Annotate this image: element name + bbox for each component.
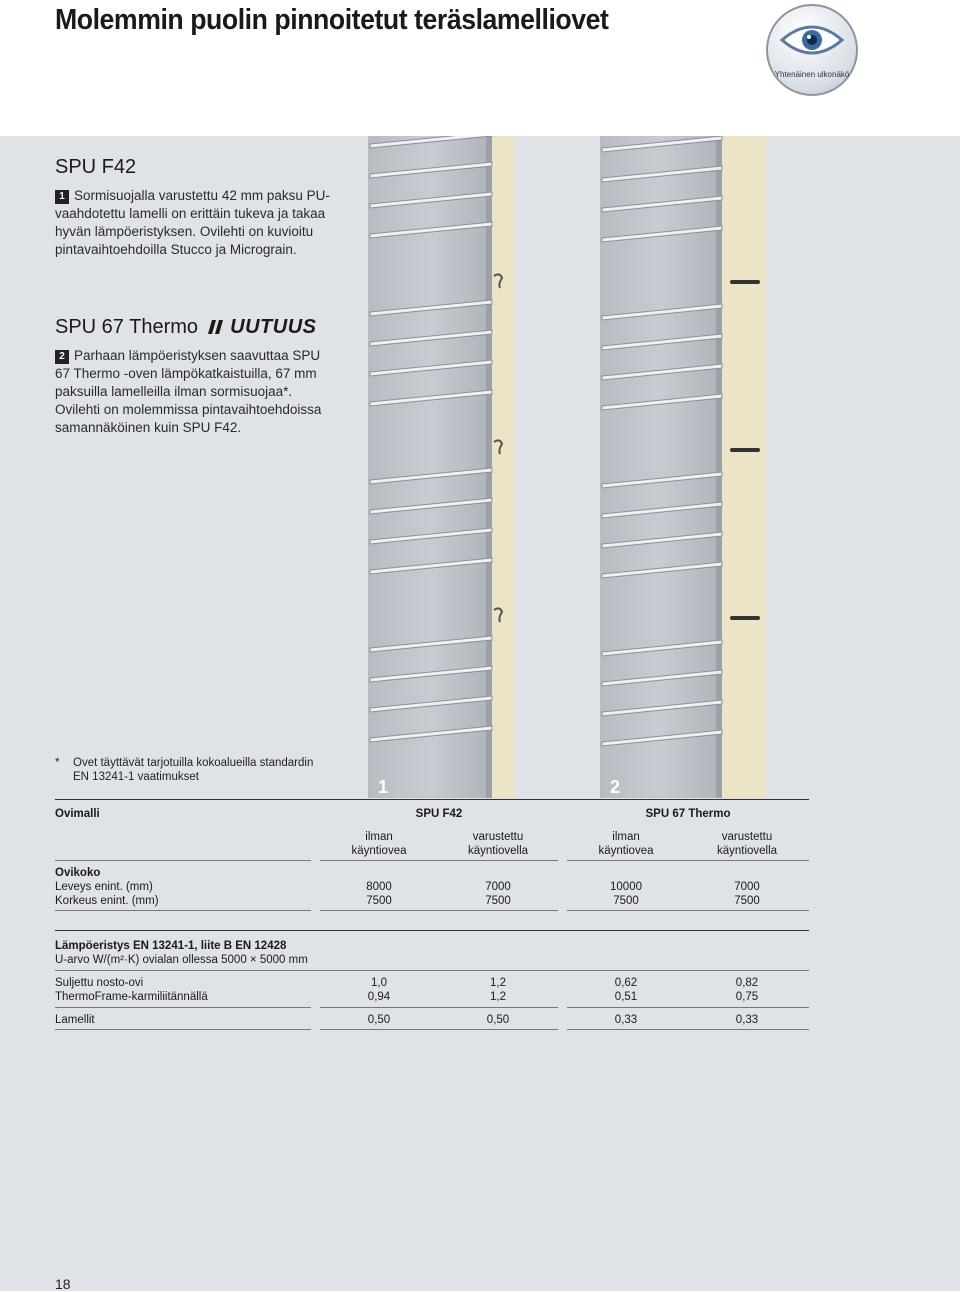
col4-line1: varustettu bbox=[721, 831, 773, 843]
rule bbox=[55, 1007, 311, 1008]
col2-line2: käyntiovella bbox=[467, 845, 529, 857]
insulation-top-rule bbox=[55, 930, 809, 931]
col2-line1: varustettu bbox=[472, 831, 524, 843]
height-value: 7500 bbox=[485, 895, 511, 907]
width-value: 7000 bbox=[734, 881, 760, 893]
image-label-2: 2 bbox=[610, 777, 621, 797]
col1-line2: käyntiovea bbox=[351, 845, 407, 857]
closed-value: 1,0 bbox=[371, 977, 387, 989]
lamellit-value: 0,50 bbox=[486, 1014, 510, 1026]
spu-f42-description bbox=[55, 187, 335, 259]
col4-line2: käyntiovella bbox=[716, 845, 778, 857]
height-value: 7500 bbox=[613, 895, 639, 907]
spu-67-description bbox=[55, 347, 335, 437]
image-label-1: 1 bbox=[378, 777, 389, 797]
thermoframe-value: 0,75 bbox=[735, 991, 759, 1003]
model-label: Ovimalli bbox=[55, 808, 100, 820]
spu-f42-cross-section bbox=[368, 136, 518, 798]
rule bbox=[320, 860, 558, 861]
width-label: Leveys enint. (mm) bbox=[55, 881, 153, 893]
lamellit-value: 0,33 bbox=[614, 1014, 638, 1026]
size-heading: Ovikoko bbox=[55, 867, 101, 879]
rule bbox=[567, 860, 809, 861]
thermoframe-value: 0,51 bbox=[614, 991, 638, 1003]
col3-line2: käyntiovea bbox=[598, 845, 654, 857]
rule bbox=[567, 910, 809, 911]
rule bbox=[567, 1007, 809, 1008]
lamellit-label: Lamellit bbox=[55, 1014, 95, 1026]
rule bbox=[320, 1029, 558, 1030]
footnote-line-2: EN 13241-1 vaatimukset bbox=[73, 771, 199, 783]
spu-67-text: Parhaan lämpöeristyksen saavuttaa SPU 67 Thermo -oven lämpökatkaistuilla, 67 mm paksuilla lamelleilla ilman sormisuojaa*. Ovilehti on molemmissa pintavaihtoehdoissa samannäköinen kuin SPU F42. bbox=[55, 348, 322, 435]
new-label: UUTUUS bbox=[230, 316, 317, 338]
rule bbox=[55, 910, 311, 911]
u-value-label: U-arvo W/(m²·K) ovialan ollessa 5000 × 5000 mm bbox=[55, 954, 308, 966]
width-value: 10000 bbox=[610, 881, 642, 893]
height-value: 7500 bbox=[734, 895, 760, 907]
table-top-rule bbox=[55, 799, 809, 800]
eye-icon bbox=[778, 20, 846, 60]
slash-mark-icon bbox=[208, 319, 224, 335]
thermoframe-value: 0,94 bbox=[367, 991, 391, 1003]
page-number: 18 bbox=[55, 1276, 71, 1292]
width-value: 7000 bbox=[485, 881, 511, 893]
col3-line1: ilman bbox=[612, 831, 640, 843]
spu-67-thermo-cross-section bbox=[600, 136, 768, 798]
closed-value: 0,62 bbox=[614, 977, 638, 989]
spu-67-title: SPU 67 Thermo bbox=[55, 316, 199, 338]
marker-1: 1 bbox=[55, 190, 69, 204]
model-spu-67: SPU 67 Thermo bbox=[645, 808, 731, 820]
rule bbox=[55, 860, 311, 861]
model-spu-f42: SPU F42 bbox=[415, 808, 463, 820]
rule bbox=[55, 970, 809, 971]
spu-67-heading bbox=[55, 316, 317, 339]
insulation-heading: Lämpöeristys EN 13241-1, liite B EN 12428 bbox=[55, 940, 287, 952]
width-value: 8000 bbox=[366, 881, 392, 893]
rule bbox=[567, 1029, 809, 1030]
col1-line1: ilman bbox=[365, 831, 393, 843]
lamellit-value: 0,33 bbox=[735, 1014, 759, 1026]
closed-door-label: Suljettu nosto-ovi bbox=[55, 977, 144, 989]
rule bbox=[320, 1007, 558, 1008]
height-label: Korkeus enint. (mm) bbox=[55, 895, 159, 907]
lamellit-value: 0,50 bbox=[367, 1014, 391, 1026]
marker-2: 2 bbox=[55, 350, 69, 364]
rule bbox=[55, 1029, 311, 1030]
page-title: Molemmin puolin pinnoitetut teräslamelliovet bbox=[55, 4, 609, 36]
spu-f42-text: Sormisuojalla varustettu 42 mm paksu PU-vaahdotettu lamelli on erittäin tukeva ja takaa hyvän lämpöeristyksen. Ovilehti on kuvioitu pintavaihtoehdoilla Stucco ja Micrograin. bbox=[55, 188, 330, 257]
footnote bbox=[55, 756, 313, 784]
footnote-star: * bbox=[55, 757, 60, 769]
spu-f42-heading: SPU F42 bbox=[55, 156, 137, 178]
uniform-look-badge bbox=[766, 4, 858, 96]
footnote-line-1: Ovet täyttävät tarjotuilla kokoalueilla standardin bbox=[73, 757, 314, 769]
closed-value: 0,82 bbox=[735, 977, 759, 989]
badge-label: Yhtenäinen ulkonäkö bbox=[774, 70, 850, 79]
rule bbox=[320, 910, 558, 911]
thermoframe-value: 1,2 bbox=[490, 991, 506, 1003]
closed-value: 1,2 bbox=[490, 977, 506, 989]
height-value: 7500 bbox=[366, 895, 392, 907]
thermoframe-label: ThermoFrame-karmiliitännällä bbox=[55, 991, 208, 1003]
